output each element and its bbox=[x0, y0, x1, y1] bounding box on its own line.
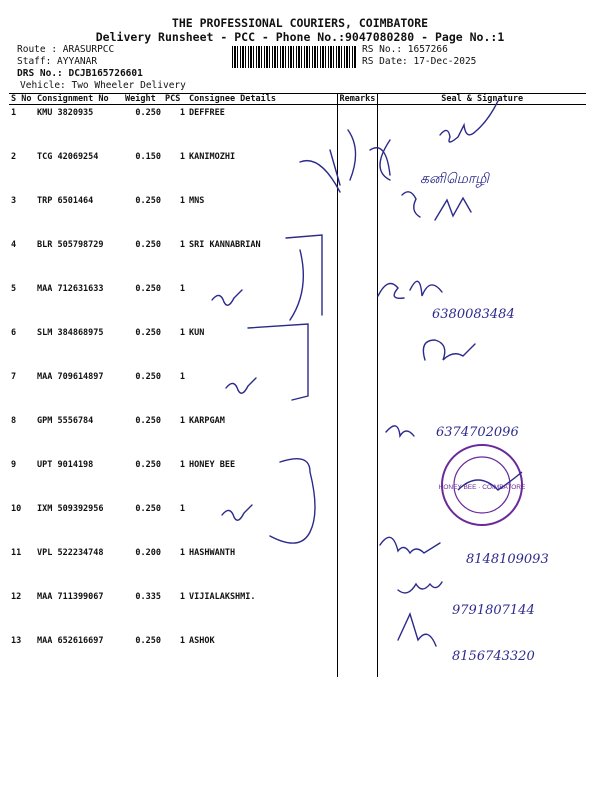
col-consignment: Consignment No bbox=[35, 94, 123, 105]
signature-row13 bbox=[398, 614, 436, 646]
signature-row8 bbox=[386, 426, 414, 436]
cell-consignee: MNS bbox=[187, 193, 337, 237]
cell-consignment: MAA 709614897 bbox=[37, 372, 104, 382]
col-remarks: Remarks bbox=[337, 94, 378, 105]
cell-weight: 0.150 bbox=[135, 152, 161, 162]
signature-row1 bbox=[440, 101, 498, 142]
cell-sno: 6 bbox=[11, 328, 17, 338]
col-signature: Seal & Signature bbox=[378, 94, 586, 105]
cell-pcs: 1 bbox=[179, 460, 185, 470]
cell-pcs: 1 bbox=[179, 548, 185, 558]
col-weight: Weight bbox=[123, 94, 163, 105]
seal-stamp bbox=[439, 445, 526, 525]
cell-pcs: 1 bbox=[179, 240, 185, 250]
cell-consignee: KUN bbox=[187, 325, 337, 369]
cell-consignee: SRI KANNABRIAN bbox=[187, 237, 337, 281]
cell-consignee: VIJIALAKSHMI. bbox=[187, 589, 337, 633]
cell-pcs: 1 bbox=[179, 108, 185, 118]
tick-row7 bbox=[226, 378, 256, 393]
cell-weight: 0.250 bbox=[135, 328, 161, 338]
rs-number: RS No.: 1657266 bbox=[362, 44, 448, 55]
cell-sno: 8 bbox=[11, 416, 17, 426]
handwritten-phone-row13: 8156743320 bbox=[452, 649, 535, 664]
route-label: Route : ARASURPCC bbox=[17, 44, 115, 55]
cell-consignment: MAA 652616697 bbox=[37, 636, 104, 646]
cell-weight: 0.250 bbox=[135, 284, 161, 294]
cell-sno: 2 bbox=[11, 152, 17, 162]
stamp-text: HONEY BEE · COIMBATORE bbox=[438, 484, 526, 491]
signature-row2-stroke bbox=[300, 130, 390, 192]
cell-consignment: BLR 505798729 bbox=[37, 240, 104, 250]
vehicle-label: Vehicle: Two Wheeler Delivery bbox=[20, 80, 186, 91]
cell-pcs: 1 bbox=[179, 328, 185, 338]
signature-row12 bbox=[398, 582, 442, 593]
cell-sno: 10 bbox=[11, 504, 22, 514]
rs-date: RS Date: 17-Dec-2025 bbox=[362, 56, 477, 67]
cell-consignment: UPT 9014198 bbox=[37, 460, 94, 470]
signature-row5 bbox=[378, 281, 442, 298]
cell-pcs: 1 bbox=[179, 196, 185, 206]
handwritten-phone-row12: 9791807144 bbox=[452, 603, 535, 618]
col-consignee: Consignee Details bbox=[187, 94, 337, 105]
cell-sno: 5 bbox=[11, 284, 17, 294]
handwritten-phone-row5: 6380083484 bbox=[432, 307, 515, 322]
drs-number: DRS No.: DCJB165726601 bbox=[17, 68, 143, 79]
cell-weight: 0.250 bbox=[135, 636, 161, 646]
cell-sno: 11 bbox=[11, 548, 22, 558]
cell-consignment: KMU 3820935 bbox=[37, 108, 94, 118]
cell-pcs: 1 bbox=[179, 636, 185, 646]
cell-weight: 0.250 bbox=[135, 504, 161, 514]
cell-consignee: HONEY BEE bbox=[187, 457, 337, 501]
cell-sno: 3 bbox=[11, 196, 17, 206]
cell-weight: 0.200 bbox=[135, 548, 161, 558]
mark-row6-7 bbox=[248, 324, 308, 400]
cell-sno: 12 bbox=[11, 592, 22, 602]
cell-consignee: HASHWANTH bbox=[187, 545, 337, 589]
tick-row5 bbox=[212, 290, 242, 305]
cell-sno: 13 bbox=[11, 636, 22, 646]
cell-weight: 0.250 bbox=[135, 108, 161, 118]
cell-weight: 0.250 bbox=[135, 240, 161, 250]
cell-weight: 0.250 bbox=[135, 372, 161, 382]
cell-consignee: KARPGAM bbox=[187, 413, 337, 457]
mark-row9-10 bbox=[270, 459, 315, 543]
tick-row10 bbox=[222, 505, 252, 520]
cell-pcs: 1 bbox=[179, 284, 185, 294]
cell-weight: 0.250 bbox=[135, 196, 161, 206]
cell-pcs: 1 bbox=[179, 372, 185, 382]
cell-consignment: TCG 42069254 bbox=[37, 152, 99, 162]
col-sno: S No bbox=[9, 94, 35, 105]
signature-row11 bbox=[380, 537, 440, 553]
cell-weight: 0.250 bbox=[135, 460, 161, 470]
cell-consignment: IXM 509392956 bbox=[37, 504, 104, 514]
handwritten-phone-row11: 8148109093 bbox=[466, 552, 549, 567]
cell-pcs: 1 bbox=[179, 592, 185, 602]
staff-label: Staff: AYYANAR bbox=[17, 56, 98, 67]
cell-sno: 7 bbox=[11, 372, 17, 382]
cell-consignment: GPM 5556784 bbox=[37, 416, 94, 426]
handwritten-phone-row8: 6374702096 bbox=[436, 425, 519, 440]
cell-weight: 0.250 bbox=[135, 416, 161, 426]
cell-sno: 9 bbox=[11, 460, 17, 470]
company-title: THE PROFESSIONAL COURIERS, COIMBATORE bbox=[171, 16, 429, 30]
col-pcs: PCS bbox=[163, 94, 187, 105]
cell-consignee: KANIMOZHI bbox=[187, 149, 337, 193]
cell-weight: 0.335 bbox=[135, 592, 161, 602]
cell-consignment: MAA 711399067 bbox=[37, 592, 104, 602]
cell-pcs: 1 bbox=[179, 504, 185, 514]
cell-pcs: 1 bbox=[179, 416, 185, 426]
signature-row3 bbox=[402, 192, 471, 220]
cell-consignment: VPL 522234748 bbox=[37, 548, 104, 558]
cell-pcs: 1 bbox=[179, 152, 185, 162]
cell-consignment: TRP 6501464 bbox=[37, 196, 94, 206]
mark-row4-5 bbox=[286, 235, 322, 320]
signature-row6 bbox=[423, 340, 475, 360]
runsheet-subtitle: Delivery Runsheet - PCC - Phone No.:9047080280 - Page No.:1 bbox=[95, 30, 505, 44]
cell-sno: 1 bbox=[11, 108, 17, 118]
cell-sno: 4 bbox=[11, 240, 17, 250]
cell-consignee: DEFFREE bbox=[187, 105, 337, 150]
cell-consignee: ASHOK bbox=[187, 633, 337, 677]
cell-consignment: MAA 712631633 bbox=[37, 284, 104, 294]
cell-consignment: SLM 384868975 bbox=[37, 328, 104, 338]
handwritten-kanimozhi: கனிமொழி bbox=[420, 171, 489, 187]
